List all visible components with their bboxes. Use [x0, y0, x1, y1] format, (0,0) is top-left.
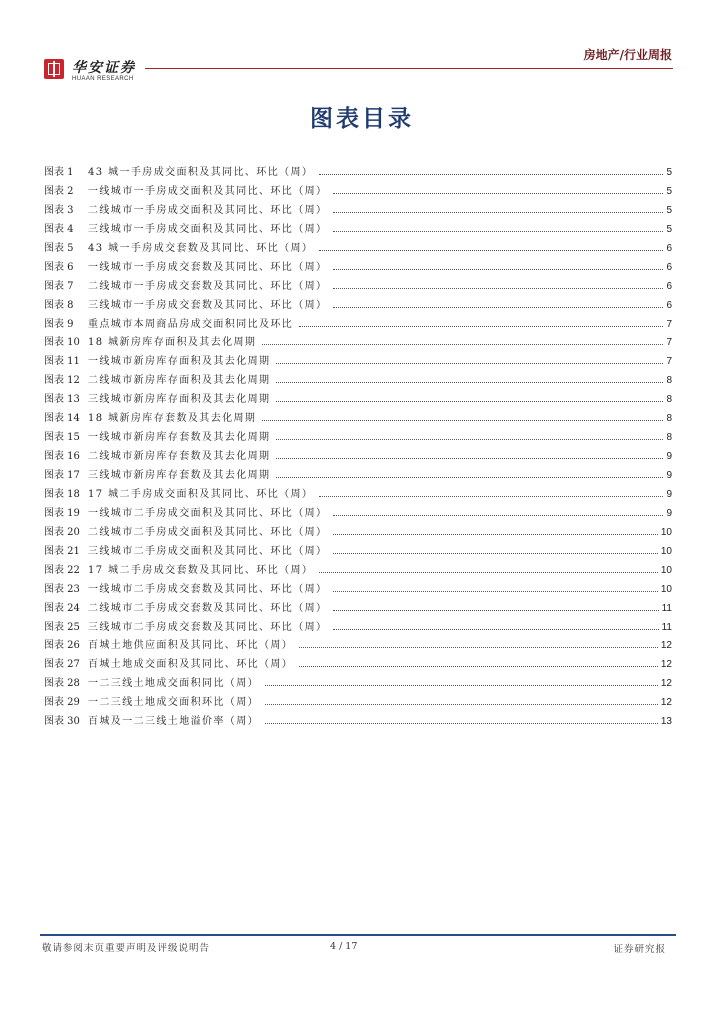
toc-entry-page: 8	[666, 432, 672, 444]
footer-divider	[40, 934, 676, 936]
toc-entry-title: 18 城新房库存面积及其去化周期	[88, 337, 257, 349]
toc-entry-label: 图表 17	[44, 470, 80, 481]
toc-dot-leader	[333, 610, 658, 611]
toc-entry-label: 图表 27	[44, 659, 80, 671]
toc-entry[interactable]	[44, 201, 672, 220]
toc-entry-title: 18 城新房库存套数及其去化周期	[88, 413, 257, 425]
toc-entry[interactable]	[44, 542, 672, 561]
toc-dot-leader	[262, 344, 663, 345]
toc-entry-label: 图表 9	[44, 318, 74, 330]
toc-entry-page: 6	[666, 280, 672, 292]
toc-entry-title: 一二三线土地成交面积同比（周）	[88, 678, 259, 690]
toc-entry-label: 图表 21	[44, 545, 80, 557]
toc-dot-leader	[265, 723, 658, 724]
toc-entry-page: 7	[666, 356, 672, 368]
toc-entry-label: 图表 15	[44, 432, 80, 444]
toc-entry-label: 图表 24	[44, 602, 80, 614]
toc-dot-leader	[299, 647, 658, 648]
toc-entry-label: 图表 5	[44, 242, 74, 254]
toc-entry-page: 7	[666, 337, 672, 349]
toc-dot-leader	[299, 666, 658, 667]
header-divider	[145, 68, 673, 69]
toc-entry-page: 6	[666, 299, 672, 311]
toc-entry-title: 三线城市新房库存套数及其去化周期	[88, 470, 271, 481]
toc-entry-label: 图表 16	[44, 451, 80, 463]
toc-entry-label: 图表 1	[44, 167, 74, 178]
toc-entry[interactable]	[44, 409, 672, 428]
toc-entry-page: 12	[660, 659, 672, 671]
toc-entry-label: 图表 26	[44, 640, 80, 652]
toc-entry[interactable]	[44, 220, 672, 239]
toc-entry-title: 43 城一手房成交套数及其同比、环比（周）	[88, 242, 314, 254]
toc-entry[interactable]	[44, 693, 672, 712]
toc-entry-title: 17 城二手房成交套数及其同比、环比（周）	[88, 564, 314, 576]
toc-entry[interactable]	[44, 352, 672, 371]
toc-entry-title: 一线城市一手房成交套数及其同比、环比（周）	[88, 261, 328, 273]
toc-dot-leader	[319, 572, 658, 573]
page-header	[40, 40, 678, 86]
toc-entry-title: 三线城市二手房成交面积及其同比、环比（周）	[88, 545, 328, 557]
toc-entry-label: 图表 18	[44, 488, 80, 500]
toc-dot-leader	[333, 212, 663, 213]
toc-entry-title: 二线城市一手房成交面积及其同比、环比（周）	[88, 204, 328, 216]
toc-entry-title: 17 城二手房成交面积及其同比、环比（周）	[88, 488, 314, 500]
toc-dot-leader	[276, 477, 663, 478]
toc-entry-page: 6	[666, 261, 672, 273]
toc-entry-page: 5	[666, 204, 672, 216]
toc-dot-leader	[333, 269, 663, 270]
toc-dot-leader	[319, 250, 663, 251]
toc-entry-page: 9	[666, 451, 672, 463]
toc-entry-page: 5	[666, 167, 672, 178]
toc-entry[interactable]	[44, 163, 672, 182]
toc-entry-page: 10	[660, 564, 672, 576]
page-title: 图表目录	[310, 106, 414, 132]
toc-entry-title: 百城及一二三线土地溢价率（周）	[88, 716, 259, 728]
toc-entry-title: 重点城市本周商品房成交面积同比及环比	[88, 318, 294, 330]
toc-dot-leader	[333, 534, 657, 535]
toc-dot-leader	[276, 382, 663, 383]
toc-entry-page: 12	[660, 678, 672, 690]
toc-dot-leader	[262, 420, 663, 421]
toc-entry[interactable]	[44, 182, 672, 201]
toc-entry-title: 一线城市一手房成交面积及其同比、环比（周）	[88, 185, 328, 197]
toc-entry[interactable]	[44, 674, 672, 693]
toc-entry[interactable]	[44, 504, 672, 523]
toc-dot-leader	[276, 439, 663, 440]
toc-entry[interactable]	[44, 561, 672, 580]
toc-entry-page: 9	[666, 470, 672, 481]
toc-entry-page: 7	[666, 318, 672, 330]
toc-entry[interactable]	[44, 636, 672, 655]
toc-dot-leader	[319, 174, 663, 175]
toc-entry-label: 图表 8	[44, 299, 74, 311]
company-name-en: HUAAN RESEARCH	[72, 76, 134, 82]
toc-dot-leader	[265, 685, 658, 686]
toc-dot-leader	[333, 193, 663, 194]
toc-entry-page: 8	[666, 375, 672, 387]
company-name-cn: 华安证券	[72, 60, 136, 76]
toc-entry[interactable]	[44, 277, 672, 296]
toc-entry-title: 三线城市二手房成交套数及其同比、环比（周）	[88, 621, 328, 633]
toc-entry[interactable]	[44, 712, 672, 731]
toc-entry-label: 图表 14	[44, 413, 80, 425]
toc-entry-label: 图表 22	[44, 564, 80, 576]
toc-entry-label: 图表 20	[44, 526, 80, 538]
toc-entry-label: 图表 29	[44, 697, 80, 709]
toc-entry-title: 一线城市二手房成交套数及其同比、环比（周）	[88, 583, 328, 595]
toc-dot-leader	[319, 496, 663, 497]
toc-entry-title: 二线城市一手房成交套数及其同比、环比（周）	[88, 280, 328, 292]
toc-dot-leader	[333, 231, 663, 232]
toc-entry[interactable]	[44, 466, 672, 485]
toc-entry-page: 5	[666, 185, 672, 197]
toc-entry-title: 百城土地成交面积及其同比、环比（周）	[88, 659, 294, 671]
toc-entry-page: 11	[661, 602, 672, 614]
toc-entry-page: 8	[666, 413, 672, 425]
toc-entry-title: 二线城市二手房成交面积及其同比、环比（周）	[88, 526, 328, 538]
toc-entry-title: 43 城一手房成交面积及其同比、环比（周）	[88, 167, 314, 178]
toc-entry[interactable]	[44, 618, 672, 637]
toc-dot-leader	[333, 307, 663, 308]
toc-entry-title: 百城土地供应面积及其同比、环比（周）	[88, 640, 294, 652]
footer-doc-type: 证券研究报	[613, 944, 666, 955]
toc-entry[interactable]	[44, 315, 672, 334]
toc-entry-title: 二线城市二手房成交套数及其同比、环比（周）	[88, 602, 328, 614]
toc-entry-title: 一线城市新房库存套数及其去化周期	[88, 432, 271, 444]
toc-entry-page: 5	[666, 223, 672, 235]
toc-entry-page: 8	[666, 394, 672, 406]
toc-entry-page: 10	[660, 583, 672, 595]
toc-entry[interactable]	[44, 296, 672, 315]
toc-entry-label: 图表 6	[44, 261, 74, 273]
toc-entry-label: 图表 12	[44, 375, 80, 387]
toc-dot-leader	[276, 363, 663, 364]
page-number: 4 / 17	[330, 941, 358, 952]
toc-entry[interactable]	[44, 447, 672, 466]
toc-entry-label: 图表 7	[44, 280, 74, 292]
toc-entry[interactable]	[44, 523, 672, 542]
report-category: 房地产/行业周报	[583, 48, 672, 62]
toc-entry-label: 图表 19	[44, 507, 80, 519]
toc-entry-page: 10	[660, 545, 672, 557]
toc-dot-leader	[333, 515, 663, 516]
toc-dot-leader	[333, 553, 657, 554]
toc-entry-page: 6	[666, 242, 672, 254]
table-of-figures	[44, 163, 672, 731]
toc-entry[interactable]	[44, 390, 672, 409]
toc-entry-title: 三线城市一手房成交套数及其同比、环比（周）	[88, 299, 328, 311]
toc-entry-label: 图表 30	[44, 716, 80, 728]
toc-entry-page: 12	[660, 640, 672, 652]
toc-dot-leader	[333, 629, 658, 630]
toc-dot-leader	[299, 326, 663, 327]
toc-entry[interactable]	[44, 239, 672, 258]
toc-dot-leader	[333, 288, 663, 289]
toc-entry[interactable]	[44, 428, 672, 447]
toc-entry[interactable]	[44, 258, 672, 277]
toc-dot-leader	[276, 458, 663, 459]
toc-entry-label: 图表 28	[44, 678, 80, 690]
toc-entry-label: 图表 10	[44, 337, 80, 349]
page-footer	[40, 934, 676, 974]
toc-entry-page: 10	[660, 526, 672, 538]
company-logo-icon	[44, 59, 64, 79]
toc-entry-title: 一线城市新房库存面积及其去化周期	[88, 356, 271, 368]
toc-entry-label: 图表 13	[44, 394, 80, 406]
toc-entry-page: 13	[660, 716, 672, 728]
toc-entry-label: 图表 23	[44, 583, 80, 595]
toc-dot-leader	[265, 704, 658, 705]
toc-entry-page: 11	[661, 621, 672, 633]
toc-entry[interactable]	[44, 333, 672, 352]
toc-entry-title: 一二三线土地成交面积环比（周）	[88, 697, 259, 709]
toc-entry-label: 图表 11	[44, 356, 80, 368]
toc-entry-title: 二线城市新房库存面积及其去化周期	[88, 375, 271, 387]
toc-entry[interactable]	[44, 485, 672, 504]
toc-entry-label: 图表 3	[44, 204, 74, 216]
toc-entry-label: 图表 4	[44, 223, 74, 235]
toc-dot-leader	[276, 401, 663, 402]
toc-entry-title: 三线城市一手房成交面积及其同比、环比（周）	[88, 223, 328, 235]
toc-entry-title: 一线城市二手房成交面积及其同比、环比（周）	[88, 507, 328, 519]
toc-entry[interactable]	[44, 655, 672, 674]
toc-entry-label: 图表 25	[44, 621, 80, 633]
toc-entry[interactable]	[44, 599, 672, 618]
toc-entry-title: 三线城市新房库存面积及其去化周期	[88, 394, 271, 406]
toc-entry-page: 9	[666, 488, 672, 500]
toc-entry-label: 图表 2	[44, 185, 74, 197]
toc-entry-title: 二线城市新房库存套数及其去化周期	[88, 451, 271, 463]
toc-entry[interactable]	[44, 580, 672, 599]
footer-disclaimer: 敬请参阅末页重要声明及评级说明告	[42, 943, 211, 954]
toc-entry[interactable]	[44, 371, 672, 390]
toc-entry-page: 12	[660, 697, 672, 709]
toc-dot-leader	[333, 591, 657, 592]
toc-entry-page: 9	[666, 507, 672, 519]
